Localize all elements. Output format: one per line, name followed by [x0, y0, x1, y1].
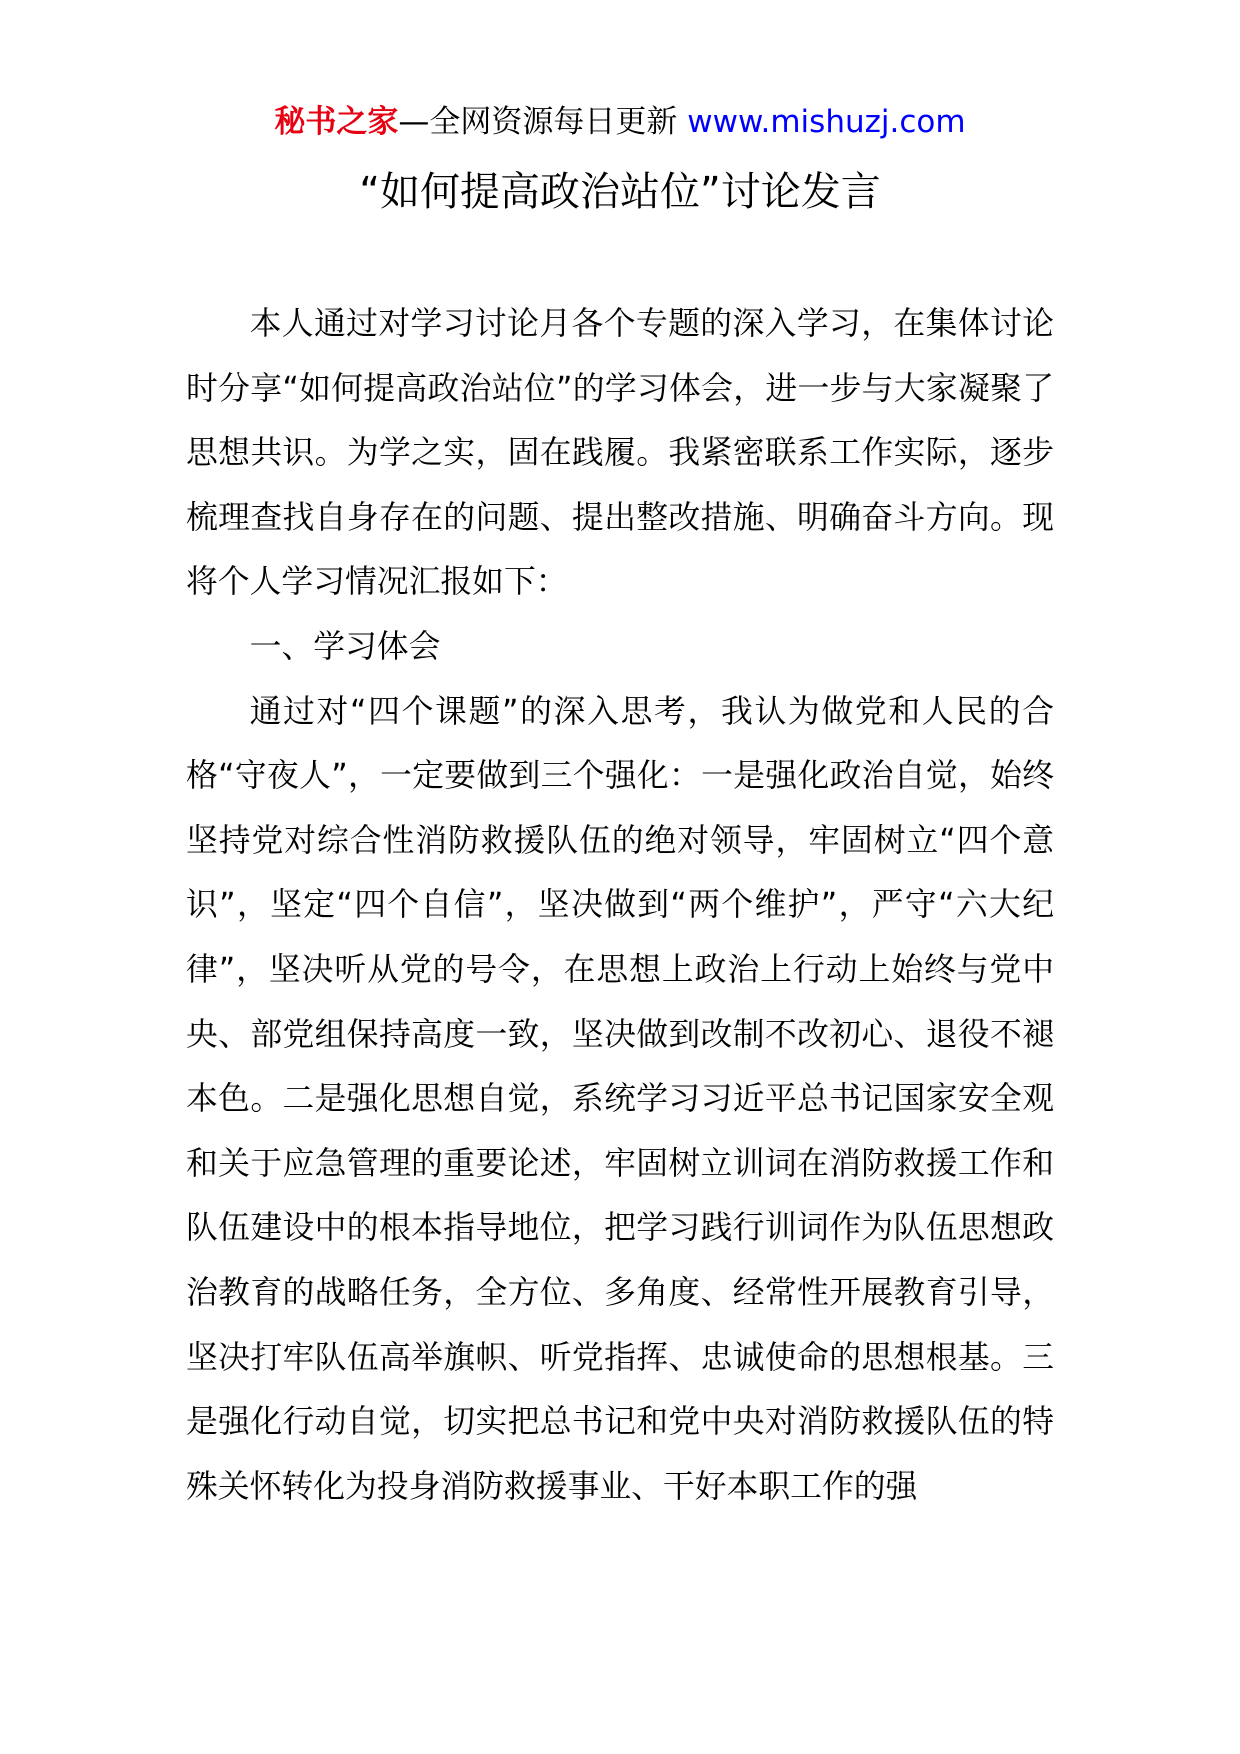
document-body [186, 292, 1054, 1519]
brand-name: 秘书之家 [274, 104, 399, 140]
document-title: “如何提高政治站位”讨论发言 [359, 169, 881, 215]
intro-paragraph: 本人通过对学习讨论月各个专题的深入学习，在集体讨论时分享“如何提高政治站位”的学习体会，进一步与大家凝聚了思想共识。为学之实，固在践履。我紧密联系工作实际，逐步梳理查找自身存在的问题、提出整改措施、明确奋斗方向。现将个人学习情况汇报如下： [186, 305, 1054, 601]
site-header [0, 100, 1240, 144]
header-tagline: —全网资源每日更新 [398, 104, 678, 140]
section-heading: 一、学习体会 [249, 627, 441, 665]
body-paragraph: 通过对“四个课题”的深入思考，我认为做党和人民的合格“守夜人”，一定要做到三个强化：一是强化政治自觉，始终坚持党对综合性消防救援队伍的绝对领导，牢固树立“四个意识”，坚定“四个自信”，坚决做到“两个维护”，严守“六大纪律”，坚决听从党的号令，在思想上政治上行动上始终与党中央、部党组保持高度一致，坚决做到改制不改初心、退役不褪本色。二是强化思想自觉，系统学习习近平总书记国家安全观和关于应急管理的重要论述，牢固树立训词在消防救援工作和队伍建设中的根本指导地位，把学习践行训词作为队伍思想政治教育的战略任务，全方位、多角度、经常性开展教育引导，坚决打牢队伍高举旗帜、听党指挥、忠诚使命的思想根基。三是强化行动自觉，切实把总书记和党中央对消防救援队伍的特殊关怀转化为投身消防救援事业、干好本职工作的强 [186, 692, 1054, 1505]
site-url-link[interactable]: www.mishuzj.com [687, 104, 966, 140]
